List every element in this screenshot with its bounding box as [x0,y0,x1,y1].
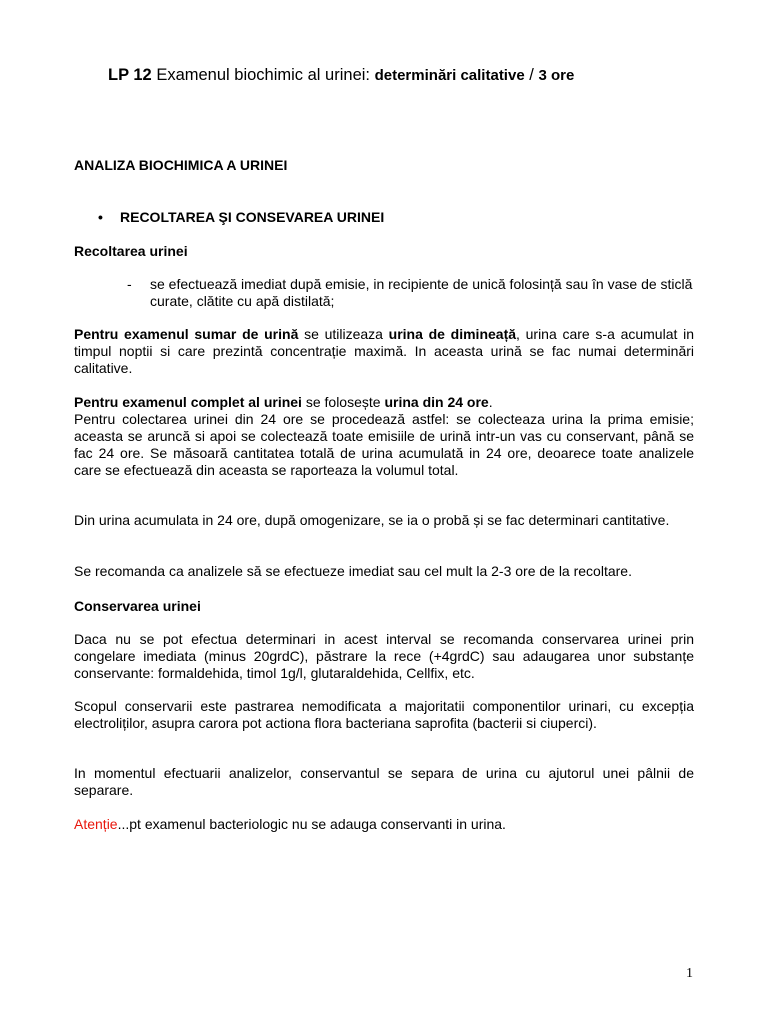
section-heading: ANALIZA BIOCHIMICA A URINEI [74,157,288,173]
warning-label: Atenție [74,816,118,832]
paragraph-conservare-1: Daca nu se pot efectua determinari in acest interval se recomanda conservarea urinei prin congelare imediata (minus 20grdC), păstrare la rece (+4grdC) sau adaugarea unor substanțe conservante: formaldehida, timol 1g/l, glutaraldehida, Cellfix, etc. [74,631,694,681]
paragraph-examen-sumar [74,326,694,377]
bold-phrase: urina din 24 ore [384,394,489,410]
title-lp-number: LP 12 [108,66,152,84]
bold-phrase: Pentru examenul sumar de urină [74,326,299,342]
paragraph-body: Pentru colectarea urinei din 24 ore se procedează astfel: se colecteaza urina la prima emisie; aceasta se aruncă si apoi se colectează toate emisiile de urină intr-un vas cu conservant, până se fac 24 ore. Se măsoară cantitatea totală de urina acumulată in 24 ore, deoarece toate analizele care se efectuează din aceasta se raporteaza la volumul total. [74,411,694,478]
page-number: 1 [686,966,693,981]
paragraph-examen-complet [74,394,694,479]
title-main: Examenul biochimic al urinei: [151,66,375,84]
bullet-symbol: • [98,209,103,225]
bullet-item [98,209,384,225]
bold-phrase: urina de dimineață [388,326,517,342]
bullet-text: RECOLTAREA ŞI CONSEVAREA URINEI [120,209,385,225]
document-title [108,66,574,85]
paragraph-recomandare: Se recomanda ca analizele să se efectueze imediat sau cel mult la 2-3 ore de la recoltare. [74,563,632,579]
paragraph-conservare-2: Scopul conservarii este pastrarea nemodificata a majoritatii componentilor urinari, cu excepția electroliților, asupra carora pot actiona flora bacteriana saprofita (bacterii si ciuperci). [74,698,694,731]
text-span: se folosește [301,394,385,410]
subheading-recoltare: Recoltarea urinei [74,243,188,259]
paragraph-conservare-3: In momentul efectuarii analizelor, conservantul se separa de urina cu ajutorul unei pâlnii de separare. [74,765,694,798]
dash-marker: - [127,276,132,292]
paragraph-lead-line [74,394,694,411]
text-span: , urina care s-a acumulat in timpul noptii si care prezintă concentrație maximă. In aceasta urină se fac numai determinări calitative. [74,326,694,376]
paragraph-omogenizare: Din urina acumulata in 24 ore, după omogenizare, se ia o probă și se fac determinari cantitative. [74,512,670,528]
subheading-conservare: Conservarea urinei [74,598,201,614]
warning-text: ...pt examenul bacteriologic nu se adauga conservanti in urina. [117,816,506,832]
title-hours: 3 ore [538,67,575,84]
dash-list-item [127,276,702,310]
paragraph-atentie [74,816,694,833]
title-condition: determinări calitative [374,67,525,84]
dash-item-text: se efectuează imediat după emisie, in recipiente de unică folosință sau în vase de sticlă curate, clătite cu apă distilată; [150,276,693,309]
text-span: . [488,394,493,410]
text-span: se utilizeaza [298,326,389,342]
title-separator: / [524,66,539,84]
bold-phrase: Pentru examenul complet al urinei [74,394,302,410]
